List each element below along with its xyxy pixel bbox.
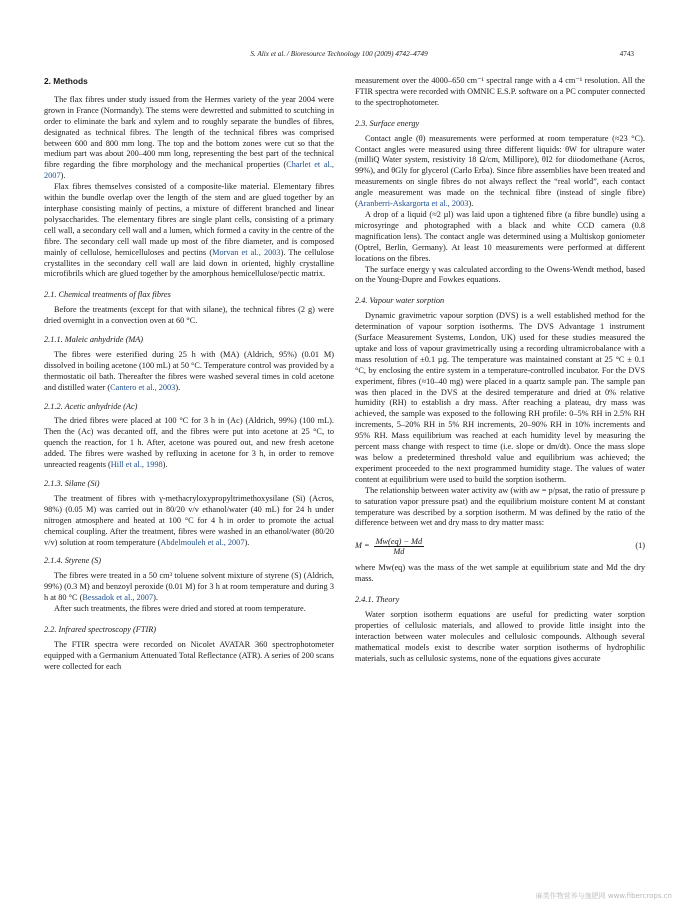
equation-numerator: Mw(eq) − Md: [375, 537, 423, 547]
paragraph-silane: The treatment of fibres with γ-methacryloxypropyltrimethoxysilane (Si) (Acros, 98%) (0.05 M) was carried out in 80/20 v/v ethanol/water (40 mL) for 24 h under nitrogen atmosphere and heated at 100 °C for 4 h in order to promote the actual chemical coupling. After the treatment, fibres were washed in an ethanol/water (80/20 v/v) solution at room temperature (Abdelmouleh et al., 2007).: [44, 493, 334, 547]
watermark: 麻类作物营养与施肥网 www.fibercrops.cn: [535, 892, 672, 900]
subsection-title-surface-energy: 2.3. Surface energy: [355, 118, 420, 128]
paragraph-acetic-anhydride: The dried fibres were placed at 100 °C for 3 h in (Ac) (Aldrich, 99%) (100 mL). Then the (Ac) was decanted off, and the fibres were put into acetone at 25 °C, to quench the reaction, for 1 h. After, acetone was poured out, and new fresh acetone added. The fibres were washed by refluxing in acetone for 3 h, in order to remove unreacted reagents (Hill et al., 1998).: [44, 416, 334, 470]
citation-link[interactable]: Cantero et al., 2003: [110, 382, 176, 392]
paragraph-drop-method: A drop of a liquid (≈2 µl) was laid upon a tightened fibre (a fibre bundle) using a microsyringe and photographed with a black and white CCD camera (0.8 magnification lens). The contact angle was determined using a Multiskop goniometer (Optrel, Berlin, Germany). At least 10 measurements were performed at different locations on the fibres.: [355, 209, 645, 263]
subsection-title-acetic-anhydride: 2.1.2. Acetic anhydride (Ac): [44, 401, 138, 411]
equation-fraction: [374, 537, 425, 556]
citation-link[interactable]: Hill et al., 1998: [110, 460, 163, 470]
subsection-title-theory: 2.4.1. Theory: [355, 595, 400, 605]
paragraph-dvs: Dynamic gravimetric vapour sorption (DVS) is a well established method for the determination of vapour sorption isotherms. The DVS Advantage 1 instrument (Surface Measurement Systems, London, UK) used for these studies measured the uptake and loss of vapour gravimetrically using a recording ultramicrobalance with a mass resolution of ±0.1 µg. The temperature was maintained constant at 25 °C ± 0.1 °C, by enclosing the entire system in a temperature-controlled incubator. For the DVS experiment, fibres (≈10–40 mg) were placed in a quartz sample pan. The sample pan was then placed in the DVS at the desired temperature and dried at 0% relative humidity (RH) to establish a dry mass. After reaching a plateau, dry mass was achieved, the sample was exposed to the following RH profile: 0–5% RH in 2.5% RH increments, 5–20% RH in 5% RH increments, 20–90% RH in 10% increments and 95% RH. Mass equilibrium was reached at each humidity level by measuring the percent mass change with respect to time (i.e. slope or dm/dt). Once the mass slope was below a predetermined threshold value and equilibrium was achieved; the experiment proceeded to the next programmed humidity stage. The values of water content at equilibrium were used to build the sorption isotherm.: [355, 311, 645, 484]
paragraph-theory: Water sorption isotherm equations are useful for predicting water sorption properties of cellulosic materials, and allowed to provide little insight into the interaction between water molecules and cellulosic compounds. Although several mathematical models exist to describe water sorption isotherms of hydrophilic materials, such as cellulosic systems, none of the equations gives accurate: [355, 610, 645, 663]
subsection-title-vapour-sorption: 2.4. Vapour water sorption: [355, 296, 445, 306]
journal-citation: S. Alix et al. / Bioresource Technology 100 (2009) 4742–4749: [250, 50, 428, 58]
subsection-title-chemical-treatments: 2.1. Chemical treatments of flax fibres: [44, 290, 171, 300]
subsection-title-maleic-anhydride: 2.1.1. Maleic anhydride (MA): [44, 335, 144, 345]
paragraph-drying: Before the treatments (except for that with silane), the technical fibres (2 g) were dried overnight in a convection oven at 60 °C.: [44, 305, 334, 326]
page-number: 4743: [619, 50, 634, 58]
subsection-title-ftir: 2.2. Infrared spectroscopy (FTIR): [44, 624, 157, 634]
equation-number: (1): [635, 541, 645, 551]
subsection-title-styrene: 2.1.4. Styrene (S): [44, 556, 102, 566]
paragraph-water-activity: The relationship between water activity aw (with aw = p/psat, the ratio of pressure p to saturation vapor pressure psat) and the equilibrium moisture content M at constant temperature was described by a sorption isotherm. M was defined by the ratio of the difference between wet and dry mass to dry matter mass:: [355, 485, 645, 528]
subsection-title-silane: 2.1.3. Silane (Si): [44, 479, 100, 488]
citation-link[interactable]: Charlet et al., 2007: [44, 160, 334, 181]
paragraph-styrene: The fibres were treated in a 50 cm³ toluene solvent mixture of styrene (S) (Aldrich, 99%) (0.3 M) and benzoyl peroxide (0.01 M) for 3 h at room temperature and during 3 h at 80 °C (Bessadok et al., 2007).: [44, 571, 334, 603]
paragraph-storage: After such treatments, the fibres were dried and stored at room temperature.: [54, 604, 306, 614]
paragraph-surface-energy: The surface energy γ was calculated according to the Owens-Wendt method, based on the Young-Dupre and Fowkes equations.: [355, 264, 645, 285]
citation-link[interactable]: Morvan et al., 2003: [212, 247, 281, 257]
right-column: [355, 76, 645, 665]
paragraph-fibre-structure: Flax fibres themselves consisted of a composite-like material. Elementary fibres within the bundle overlap over the length of the stem and are glued together by an interphase consisting mainly of pectins, a mixture of different branched and linear polysaccharides. The elementary fibres are single plant cells, consisting of a primary cell wall, a secondary cell wall and a lumen, which formed a cavity in the centre of the fibre. The secondary cell wall made up most of the fibre diameter, and is composed mainly of cellulose, hemicelluloses and pectins (Morvan et al., 2003). The cellulose crystallites in the secondary cell wall are laid down in oriented, highly crystalline microfibrils which are glued together by the amorphous hemicellulose/pectic matrix.: [44, 182, 334, 279]
section-title-methods: 2. Methods: [44, 76, 88, 86]
citation-link[interactable]: Abdelmouleh et al., 2007: [160, 537, 245, 547]
equation-1: [355, 535, 645, 557]
paragraph-equation-definitions: where Mw(eq) was the mass of the wet sample at equilibrium state and Md the dry mass.: [355, 563, 645, 584]
equation-body: [355, 537, 424, 556]
paragraph-fibre-origin: The flax fibres under study issued from the Hermes variety of the year 2004 were grown in France (Normandy). The stems were dewretted and submitted to scutching in order to eliminate the bark and xylem and to roughly separate the bundles of fibres, designated as technical fibres. The length of the technical fibres was comprised between 600 and 800 mm long. The top and the bottom zones were cut so that the medium part was about 200–400 mm long, representing the best part of the technical fibre regarding the fibre morphology and the mechanical properties (Charlet et al., 2007).: [44, 94, 334, 181]
equation-denominator: Md: [393, 547, 405, 557]
equation-lhs: M =: [355, 541, 370, 551]
running-head: [44, 50, 634, 62]
citation-link[interactable]: Aranberri-Askargorta et al., 2003: [357, 199, 469, 209]
paragraph-maleic-anhydride: The fibres were esterified during 25 h with (MA) (Aldrich, 95%) (0.01 M) dissolved in boiling acetone (100 mL) at 50 °C. Temperature control was provided by a thermostatic oil bath. Thereafter the fibres were washed several times in cold acetone and distilled water (Cantero et al., 2003).: [44, 349, 334, 392]
citation-link[interactable]: Bessadok et al., 2007: [82, 593, 154, 603]
paragraph-ftir: The FTIR spectra were recorded on Nicolet AVATAR 360 spectrophotometer equipped with a Germanium Attenuated Total Reflectance (ATR). A series of 200 scans were collected for each: [44, 639, 334, 671]
left-column: [44, 76, 334, 673]
paragraph-ftir-continued: measurement over the 4000–650 cm⁻¹ spectral range with a 4 cm⁻¹ resolution. All the FTIR spectra were recorded with OMNIC E.S.P. software on a PC computer connected to the spectrophotometer.: [355, 76, 645, 107]
paragraph-contact-angle: Contact angle (θ) measurements were performed at room temperature (≈23 °C). Contact angles were measured using three different liquids: θW for ultrapure water (milliQ Water system, resistivity 18 Ω/cm, Millipore), θI2 for diiodomethane (Acros, 99%), and θGly for glycerol (Carlo Erba). Since fibre assemblies have been treated and measurements on single fibres do not always reflect the “real world”, each contact angle measurement was made on the technical fibre (instead of single fibre) (Aranberri-Askargorta et al., 2003).: [355, 133, 645, 209]
